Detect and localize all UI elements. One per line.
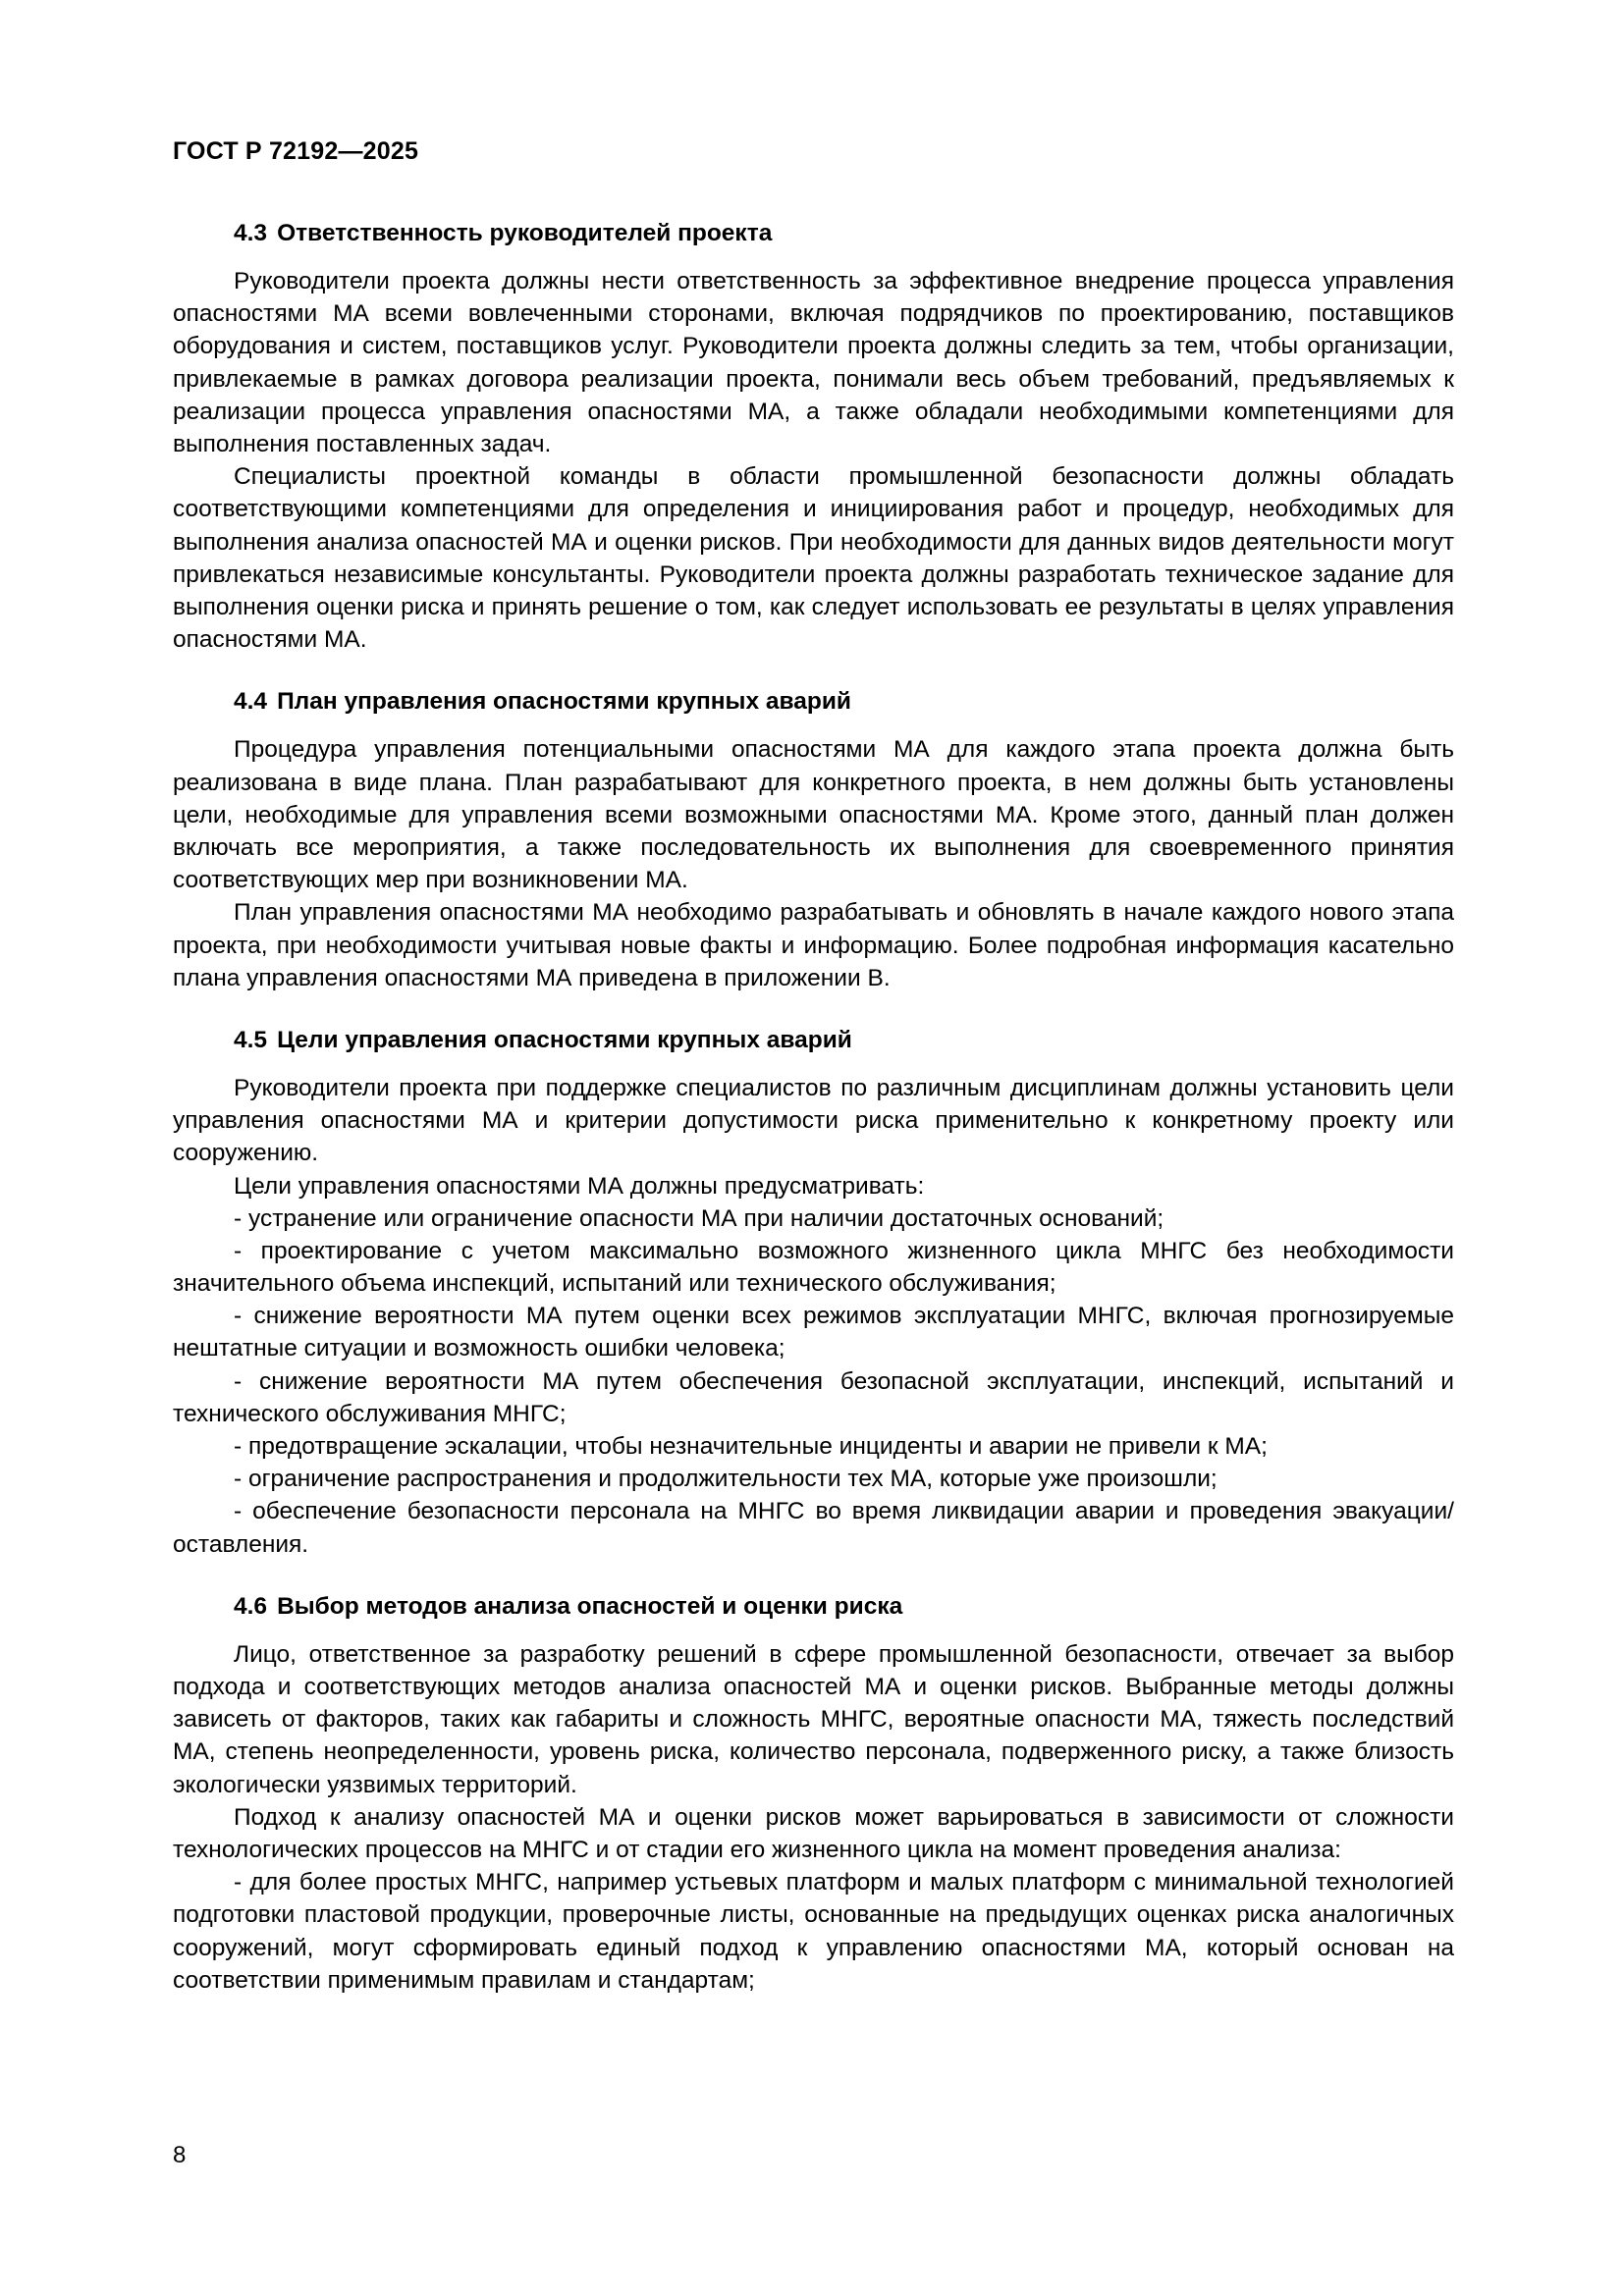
paragraph: Лицо, ответственное за разработку решений в сфере промышленной безопасности, отвечает за выбор подхода и соответствующих методов анализа опасностей МА и оценки рисков. Выбранные методы должны зависеть от факторов, таких как габариты и сложность МНГС, вероятные опасности МА, тяжесть последствий МА, степень неопределенности, уровень риска, количество персонала, подверженного риску, а также близость экологически уязвимых территорий. [173,1640,1454,1798]
section-4-4 [173,685,1454,994]
clause-heading [173,1024,1454,1056]
paragraph: Руководители проекта должны нести ответственность за эффективное внедрение процесса управления опасностями МА всеми вовлеченными сторонами, включая подрядчиков по проектированию, поставщиков оборудования и систем, поставщиков услуг. Руководители проекта должны следить за тем, чтобы организации, привлекаемые в рамках договора реализации проекта, понимали весь объем требований, предъявляемых к реализации процесса управления опасностями МА, а также обладали необходимыми компетенциями для выполнения поставленных задач. [173,268,1454,457]
paragraph: План управления опасностями МА необходимо разрабатывать и обновлять в начале каждого нового этапа проекта, при необходимости учитывая новые факты и информацию. Более подробная информация касательно плана управления опасностями МА приведена в приложении В. [173,899,1454,991]
list-item: - устранение или ограничение опасности МА при наличии достаточных оснований; [234,1204,1164,1232]
section-4-3 [173,217,1454,656]
clause-heading [173,685,1454,718]
clause-heading [173,1590,1454,1623]
page-number: 8 [173,2142,187,2168]
paragraph: Подход к анализу опасностей МА и оценки рисков может варьироваться в зависимости от сложности технологических процессов на МНГС и от стадии его жизненного цикла на момент проведения анализа: [173,1803,1454,1863]
clause-title-text: План управления опасностями крупных аварий [277,688,851,716]
paragraph: Руководители проекта при поддержке специалистов по различным дисциплинам должны установить цели управления опасностями МА и критерии допустимости риска применительно к конкретному проекту или сооружению. [173,1074,1454,1167]
document-header: ГОСТ Р 72192—2025 [173,137,419,165]
clause-title-text: Цели управления опасностями крупных аварий [277,1026,852,1053]
list-item: - предотвращение эскалации, чтобы незначительные инциденты и аварии не привели к МА; [234,1433,1268,1460]
clause-number: 4.5 [234,1026,268,1053]
list-item: - ограничение распространения и продолжительности тех МА, которые уже произошли; [234,1466,1218,1493]
page-content [173,137,1454,1997]
section-4-6 [173,1590,1454,1997]
clause-heading [173,217,1454,249]
list-item: - для более простых МНГС, например устьевых платформ и малых платформ с минимальной технологией подготовки пластовой продукции, проверочные листы, основанные на предыдущих оценках риска аналогичных сооружений, могут сформировать единый подход к управлению опасностями МА, который основан на соответствии применимым правилам и стандартам; [173,1869,1454,1994]
clause-number: 4.3 [234,220,268,246]
clause-number: 4.6 [234,1592,268,1620]
paragraph: Специалисты проектной команды в области промышленной безопасности должны обладать соответствующими компетенциями для определения и инициирования работ и процедур, необходимых для выполнения анализа опасностей МА и оценки рисков. При необходимости для данных видов деятельности могут привлекаться независимые консультанты. Руководители проекта должны разработать техническое задание для выполнения оценки риска и принять решение о том, как следует использовать ее результаты в целях управления опасностями МА. [173,463,1454,654]
paragraph: Процедура управления потенциальными опасностями МА для каждого этапа проекта должна быть реализована в виде плана. План разрабатывают для конкретного проекта, в нем должны быть установлены цели, необходимые для управления всеми возможными опасностями МА. Кроме этого, данный план должен включать все мероприятия, а также последовательность их выполнения для своевременного принятия соответствующих мер при возникновении МА. [173,736,1454,894]
paragraph: Цели управления опасностями МА должны предусматривать: [234,1172,925,1200]
clause-title-text: Ответственность руководителей проекта [277,220,773,246]
list-item: - обеспечение безопасности персонала на МНГС во время ликвидации аварии и проведения эвакуации/оставления. [173,1498,1454,1558]
list-item: - проектирование с учетом максимально возможного жизненного цикла МНГС без необходимости значительного объема инспекций, испытаний или технического обслуживания; [173,1237,1454,1298]
clause-number: 4.4 [234,688,268,716]
list-item: - снижение вероятности МА путем обеспечения безопасной эксплуатации, инспекций, испытаний и технического обслуживания МНГС; [173,1367,1454,1427]
section-4-5 [173,1024,1454,1561]
clause-title-text: Выбор методов анализа опасностей и оценки риска [277,1592,903,1620]
list-item: - снижение вероятности МА путем оценки всех режимов эксплуатации МНГС, включая прогнозируемые нештатные ситуации и возможность ошибки человека; [173,1303,1454,1362]
